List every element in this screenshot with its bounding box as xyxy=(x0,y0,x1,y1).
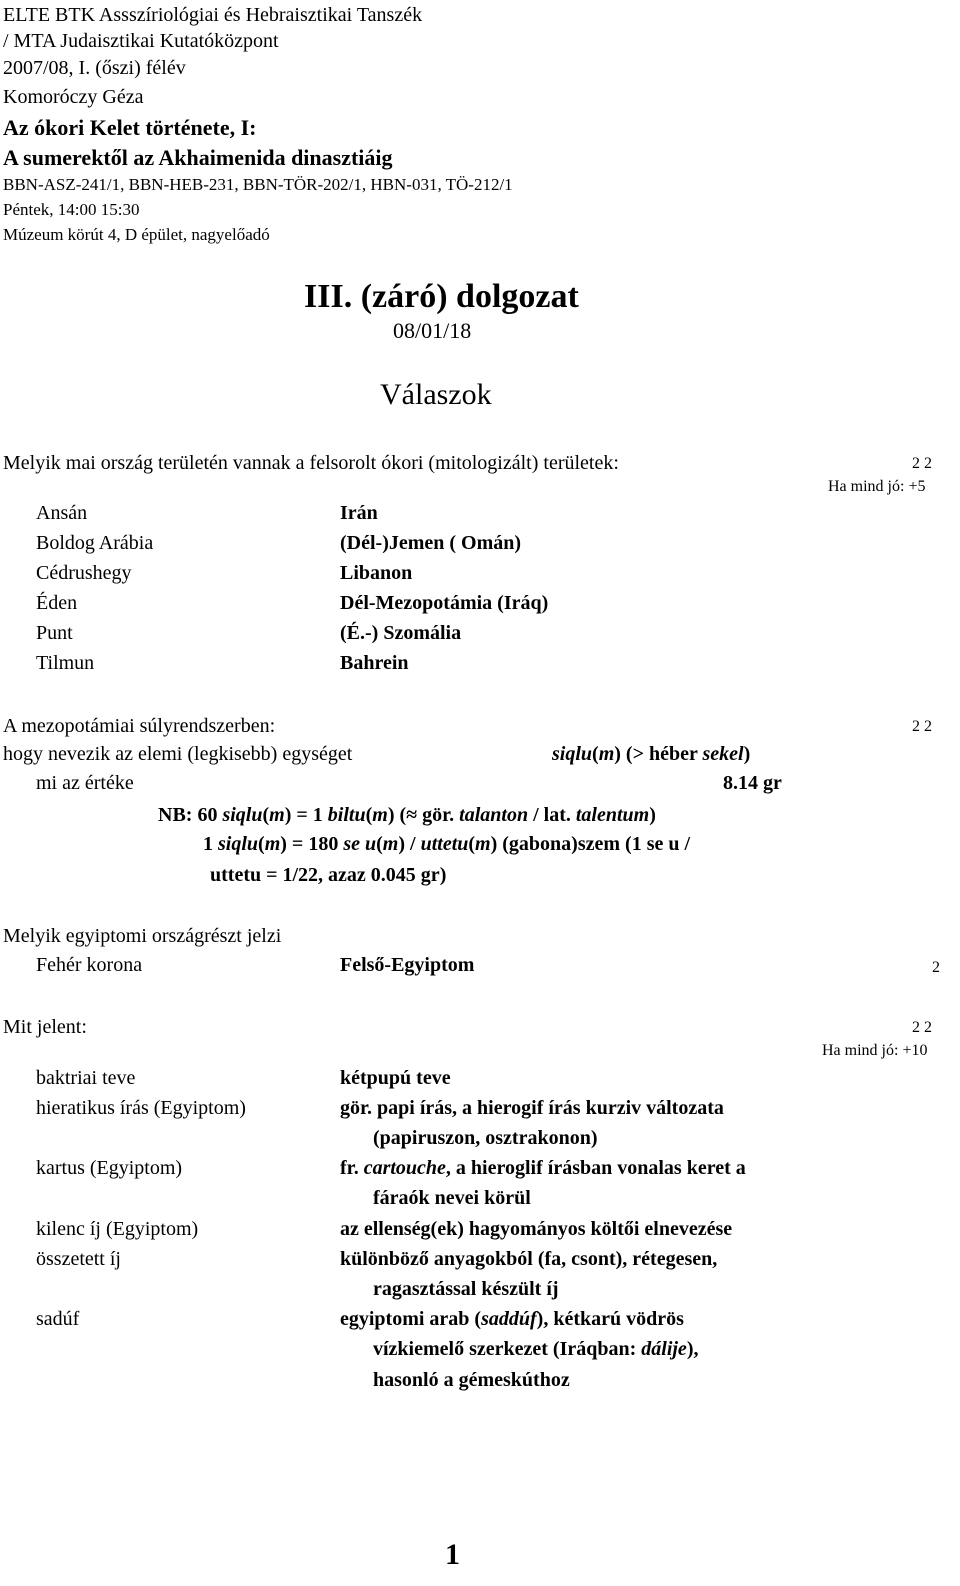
q4-answer: különböző anyagokból (fa, csont), rétegesen, xyxy=(340,1248,718,1270)
q1-term: Ansán xyxy=(36,502,88,524)
q2-answer-unit: siqlu(m) (> héber sekel) xyxy=(552,743,751,765)
q2-subquestion-value: mi az értéke xyxy=(36,772,134,794)
q4-answer: kétpupú teve xyxy=(340,1067,451,1089)
q1-answer: (Dél-)Jemen ( Omán) xyxy=(340,532,522,554)
q1-answer: Irán xyxy=(340,502,378,524)
header-lecturer: Komoróczy Géza xyxy=(3,86,144,108)
q4-answer: az ellenség(ek) hagyományos költői elnevezése xyxy=(340,1218,733,1240)
q1-points: 2 2 xyxy=(912,455,932,472)
q1-term: Punt xyxy=(36,622,73,644)
q4-answer: fr. cartouche, a hieroglif írásban vonalas keret a xyxy=(340,1157,746,1179)
q2-answer-value: 8.14 gr xyxy=(723,772,782,794)
q1-question: Melyik mai ország területén vannak a felsorolt ókori (mitologizált) területek: xyxy=(3,452,619,474)
q4-term: hieratikus írás (Egyiptom) xyxy=(36,1097,246,1119)
course-subtitle: A sumerektől az Akhaimenida dinasztiáig xyxy=(3,145,393,170)
q4-answer-cont: hasonló a gémeskúthoz xyxy=(373,1369,570,1391)
q2-equation: 1 siqlu(m) = 180 se u(m) / uttetu(m) (gabona)szem (1 se u / xyxy=(203,833,691,855)
q3-points: 2 xyxy=(932,959,940,976)
q1-answer: Dél-Mezopotámia (Iráq) xyxy=(340,592,549,614)
course-codes: BBN-ASZ-241/1, BBN-HEB-231, BBN-TÖR-202/1, HBN-031, TÖ-212/1 xyxy=(3,175,513,194)
q1-bonus: Ha mind jó: +5 xyxy=(828,478,926,495)
q4-question: Mit jelent: xyxy=(3,1016,87,1038)
q1-term: Tilmun xyxy=(36,652,95,674)
q2-question: A mezopotámiai súlyrendszerben: xyxy=(3,715,276,737)
q4-term: összetett íj xyxy=(36,1248,121,1270)
q4-answer: egyiptomi arab (saddúf), kétkarú vödrös xyxy=(340,1308,684,1330)
q2-equation-cont: uttetu = 1/22, azaz 0.045 gr) xyxy=(210,864,447,886)
course-location: Múzeum körút 4, D épület, nagyelőadó xyxy=(3,225,270,244)
q4-term: kilenc íj (Egyiptom) xyxy=(36,1218,199,1240)
q2-points: 2 2 xyxy=(912,718,932,735)
q4-answer-cont: (papiruszon, osztrakonon) xyxy=(373,1127,598,1149)
page-number: 1 xyxy=(445,1538,460,1571)
q4-answer-cont: ragasztással készült íj xyxy=(373,1278,559,1300)
q1-answer: (É.-) Szomália xyxy=(340,622,462,644)
q2-subquestion: hogy nevezik az elemi (legkisebb) egységet xyxy=(3,743,353,765)
header-institution-line2: / MTA Judaisztikai Kutatóközpont xyxy=(3,30,279,52)
answers-heading: Válaszok xyxy=(380,378,492,411)
exam-title-main: (záró) dolgozat xyxy=(360,278,579,315)
q4-answer-cont: vízkiemelő szerkezet (Iráqban: dálije), xyxy=(373,1338,699,1360)
q4-points: 2 2 xyxy=(912,1019,932,1036)
q3-answer: Felső-Egyiptom xyxy=(340,954,475,976)
q1-term: Cédrushegy xyxy=(36,562,132,584)
q1-term: Éden xyxy=(36,592,78,614)
exam-date: 08/01/18 xyxy=(393,318,472,343)
q1-answer: Libanon xyxy=(340,562,413,584)
q4-answer: gör. papi írás, a hierogif írás kurziv változata xyxy=(340,1097,724,1119)
q4-term: baktriai teve xyxy=(36,1067,136,1089)
q4-term: sadúf xyxy=(36,1308,80,1330)
q4-answer-cont: fáraók nevei körül xyxy=(373,1187,531,1209)
q3-question: Melyik egyiptomi országrészt jelzi xyxy=(3,925,282,947)
q1-term: Boldog Arábia xyxy=(36,532,154,554)
q3-term: Fehér korona xyxy=(36,954,143,976)
header-semester: 2007/08, I. (őszi) félév xyxy=(3,57,186,79)
q4-bonus: Ha mind jó: +10 xyxy=(822,1042,928,1059)
q2-note: NB: 60 siqlu(m) = 1 biltu(m) (≈ gör. talanton / lat. talentum) xyxy=(158,804,656,826)
course-time: Péntek, 14:00 15:30 xyxy=(3,200,140,219)
course-title: Az ókori Kelet története, I: xyxy=(3,115,257,140)
exam-title xyxy=(304,280,579,314)
q1-answer: Bahrein xyxy=(340,652,409,674)
header-institution-line1: ELTE BTK Assszíriológiai és Hebraisztikai Tanszék xyxy=(3,4,423,26)
q4-term: kartus (Egyiptom) xyxy=(36,1157,183,1179)
exam-title-prefix: III. xyxy=(304,278,353,315)
